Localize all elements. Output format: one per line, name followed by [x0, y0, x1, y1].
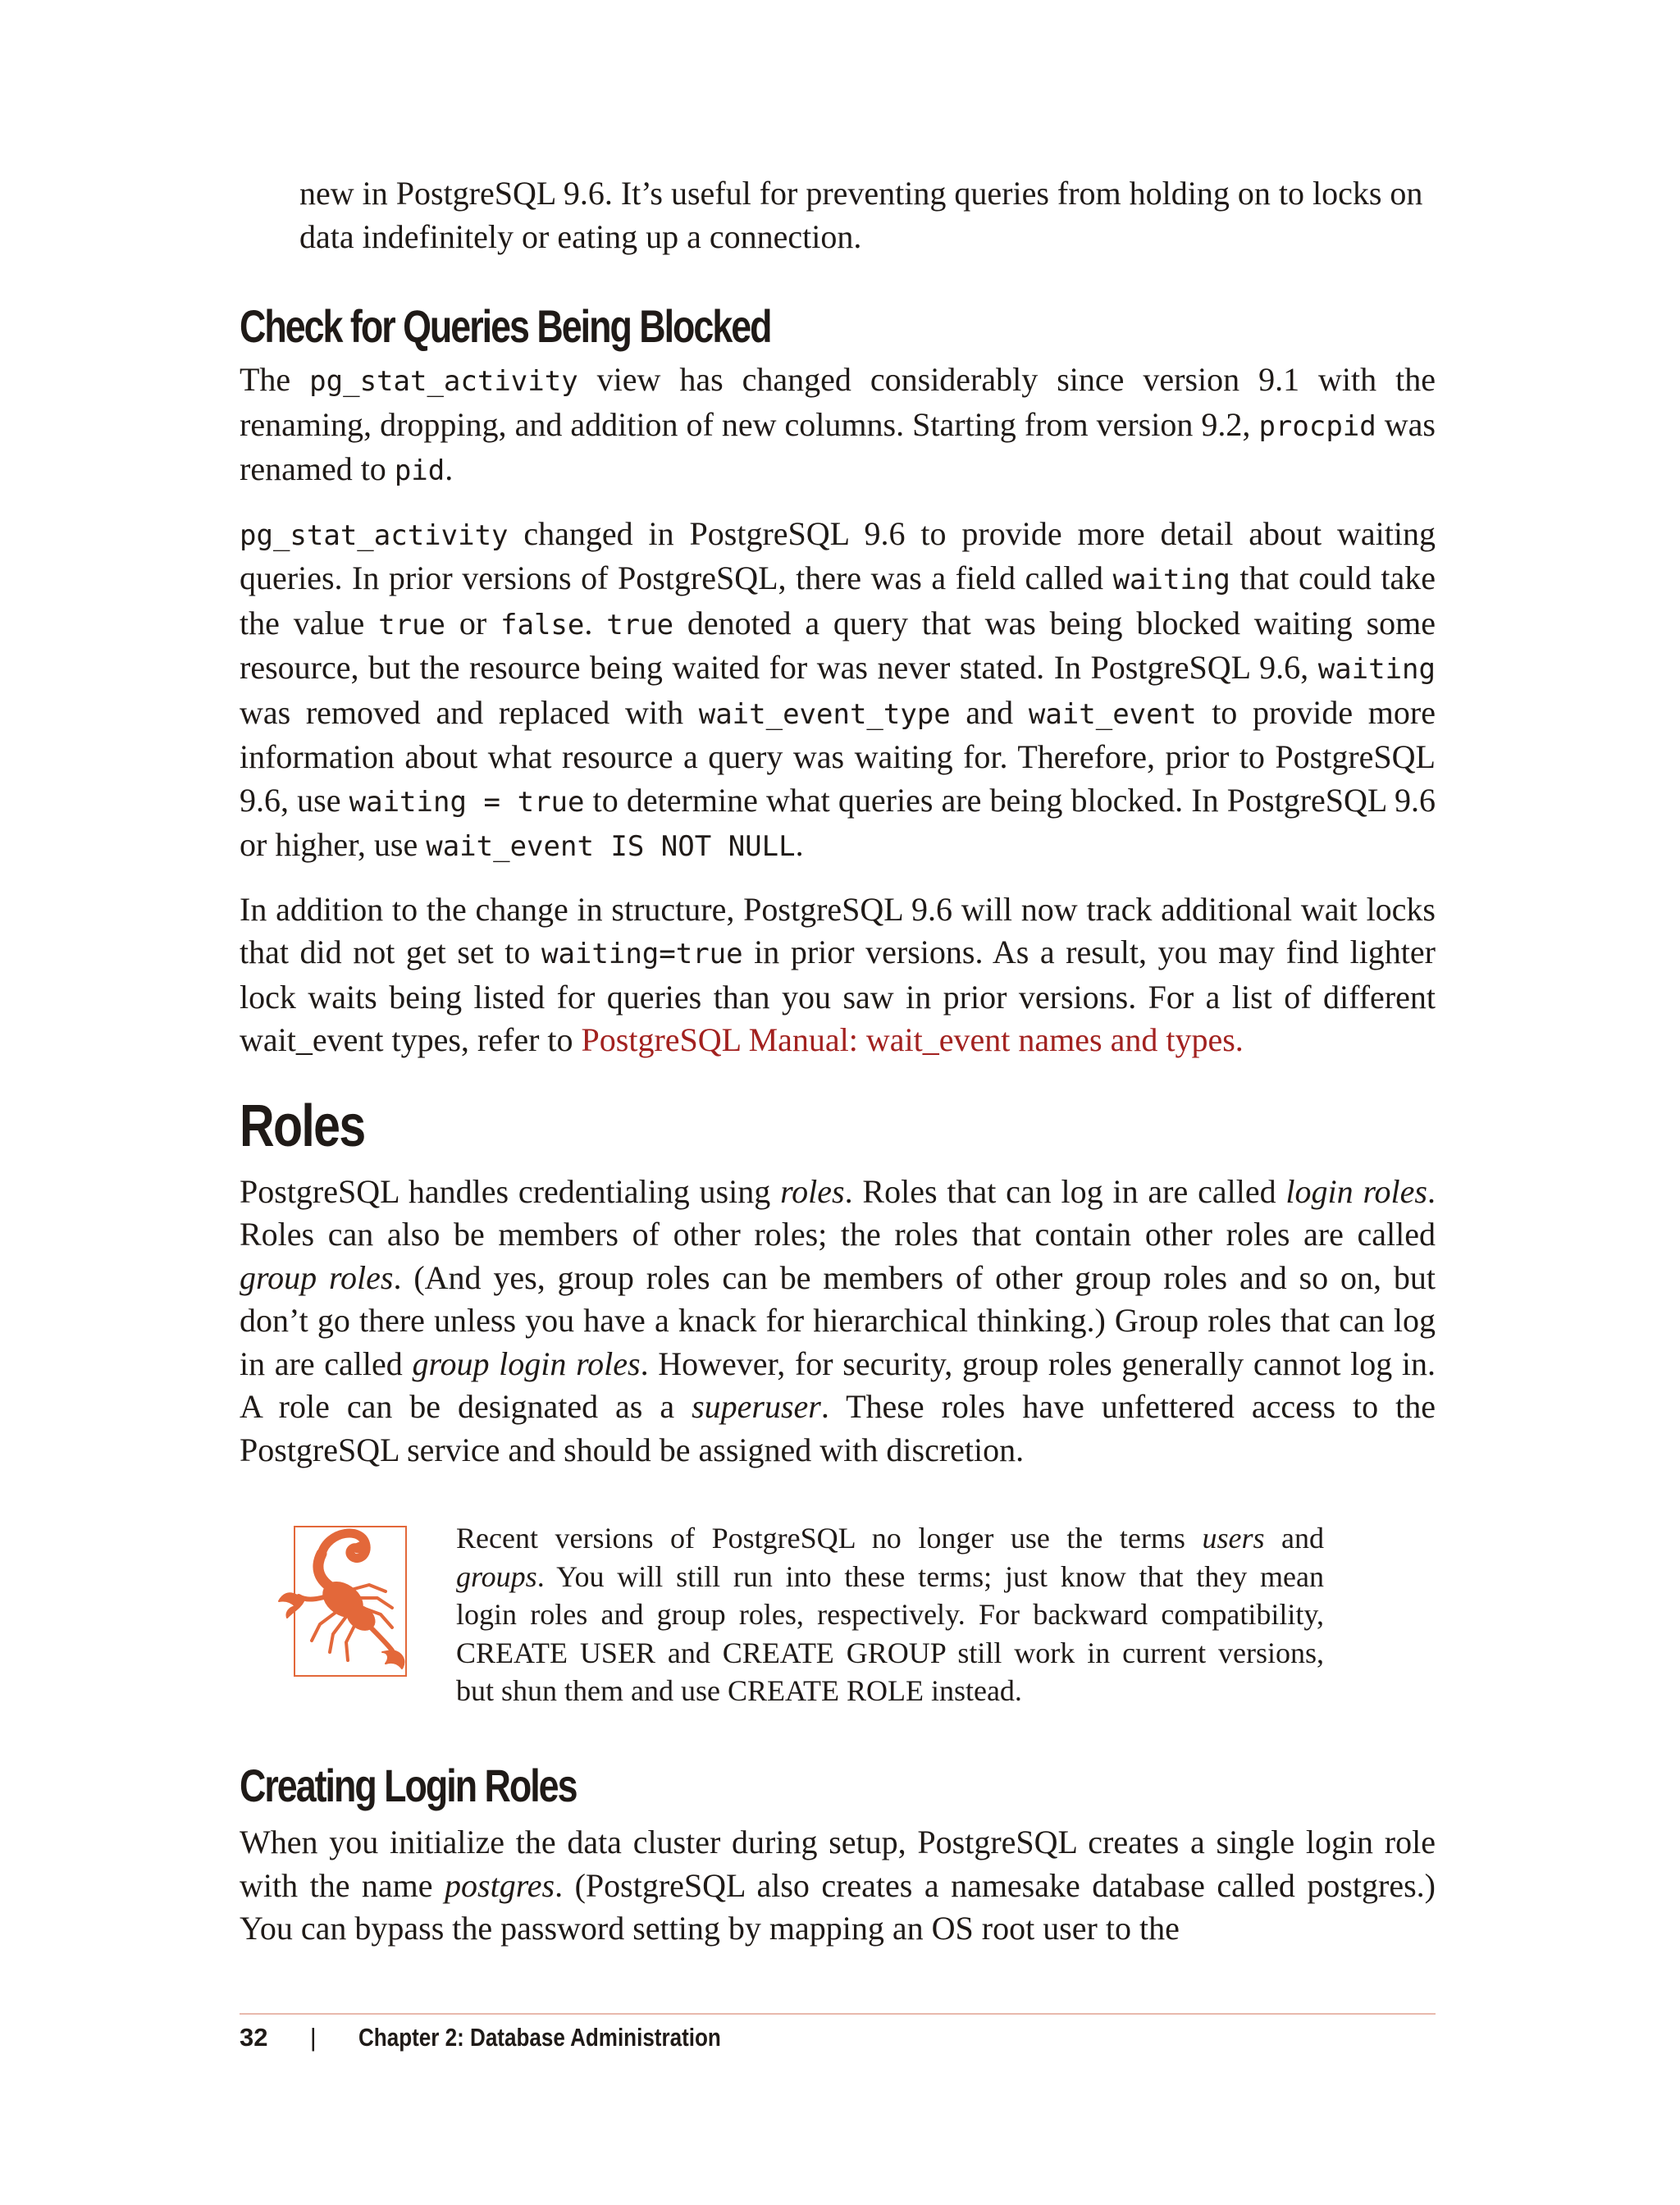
paragraph-waiting-change: pg_stat_activity changed in PostgreSQL 9.6 to provide more detail about waiting queries. In prior versions of PostgreSQL, there was a field called waiting that could take the value true or false. true denoted a query that was being blocked waiting some resource, but the resource being waited for was never stated. In PostgreSQL 9.6, waiting was removed and replaced with wait_event_type and wait_event to provide more information about what resource a query was waiting for. Therefore, prior to PostgreSQL 9.6, use waiting = true to determine what queries are being blocked. In PostgreSQL 9.6 or higher, use wait_event IS NOT NULL.	[240, 514, 1436, 863]
note-text	[456, 1519, 1324, 1710]
footer-rule	[240, 2013, 1436, 2015]
note-icon-frame	[294, 1526, 407, 1677]
paragraph-roles: PostgreSQL handles credentialing using roles. Roles that can log in are called login roles. Roles can also be members of other roles; the roles that contain other roles are called group roles. (And yes, group roles can be members of other group roles and so on, but don’t go there unless you have a knack for hierarchical thinking.) Group roles that can log in are called group login roles. However, for security, group roles generally cannot log in. A role can be designated as a superuser. These roles have unfettered access to the PostgreSQL service and should be assigned with discretion.	[240, 1172, 1436, 1468]
footer-separator: |	[309, 2023, 317, 2052]
paragraph-login-roles: When you initialize the data cluster during setup, PostgreSQL creates a single login role with the name postgres. (PostgreSQL also creates a namesake database called postgres.) You can bypass the password setting by mapping an OS root user to the	[240, 1824, 1436, 1947]
section-heading-blocked-queries: Check for Queries Being Blocked	[240, 300, 771, 352]
continued-paragraph: new in PostgreSQL 9.6. It’s useful for preventing queries from holding on to locks on data indefinitely or eating up a connection.	[299, 175, 1423, 255]
warning-note	[294, 1519, 1385, 1716]
section-heading-login-roles: Creating Login Roles	[240, 1760, 577, 1811]
note-paragraph: Recent versions of PostgreSQL no longer use the terms users and groups. You will still run into these terms; just know that they mean login roles and group roles, respectively. For backward compatibility, CREATE USER and CREATE GROUP still work in current versions, but shun them and use CREATE ROLE instead.	[456, 1522, 1324, 1707]
paragraph-stat-activity: The pg_stat_activity view has changed considerably since version 9.1 with the renaming, dropping, and addition of new columns. Starting from version 9.2, procpid was renamed to pid.	[240, 361, 1436, 487]
page-footer	[240, 2023, 790, 2064]
chapter-title: Chapter 2: Database Administration	[358, 2023, 721, 2052]
page-content	[240, 172, 1436, 1472]
page-number: 32	[240, 2023, 268, 2052]
section-heading-roles: Roles	[240, 1093, 365, 1159]
page-content-lower	[240, 1757, 1436, 1951]
paragraph-wait-locks: In addition to the change in structure, PostgreSQL 9.6 will now track additional wait locks that did not get set to waiting=true in prior versions. As a result, you may find lighter lock waits being listed for queries than you saw in prior versions. For a list of different wait_event types, refer to PostgreSQL Manual: wait_event names and types.	[240, 890, 1436, 1058]
scorpion-icon	[271, 1521, 435, 1677]
wait-event-manual-link[interactable]: PostgreSQL Manual: wait_event names and types.	[581, 1021, 1244, 1058]
